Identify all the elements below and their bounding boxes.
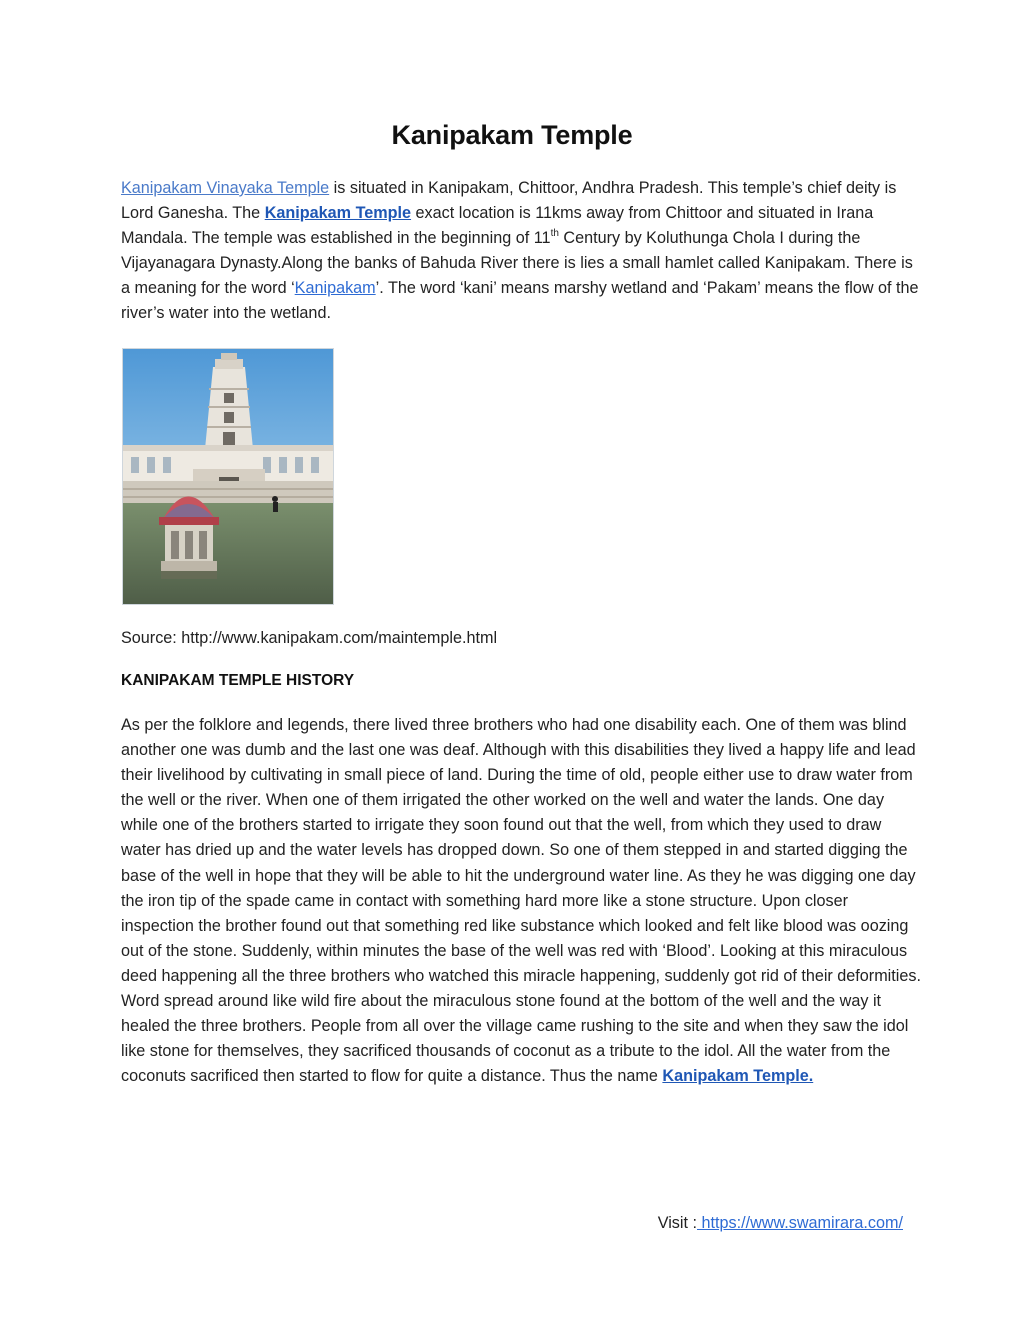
temple-photo	[122, 348, 334, 605]
intro-text-4: ’. The word ‘kani’ means marshy wetland and ‘Pakam’ means the flow of the river’s water into the wetland.	[121, 279, 919, 323]
history-paragraph	[121, 713, 921, 1089]
kanipakam-word-link[interactable]: Kanipakam	[294, 279, 376, 298]
kanipakam-temple-footer-link[interactable]: Kanipakam Temple.	[662, 1067, 814, 1086]
superscript-th: th	[550, 228, 559, 240]
kanipakam-temple-link[interactable]: Kanipakam Temple	[264, 204, 412, 223]
image-source-caption: Source: http://www.kanipakam.com/maintemple.html	[121, 629, 498, 647]
swamirara-link[interactable]: https://www.swamirara.com/	[697, 1214, 903, 1232]
intro-paragraph	[121, 176, 921, 327]
intro-text-1: is situated in Kanipakam, Chittoor, Andhra Pradesh. This temple’s chief deity is Lord Ganesha. The	[121, 179, 897, 223]
history-text: As per the folklore and legends, there lived three brothers who had one disability each. One of them was blind another one was dumb and the last one was deaf. Although with this disabilities they lived a happy life and lead their livelihood by cultivating in small piece of land. During the time of old, people either use to draw water from the well or the river. When one of them irrigated the other worked on the well and water the lands. One day while one of the brothers started to irrigate they soon found out that the well, from which they used to draw water has dried up and the water levels has dropped down. So one of them stepped in and started digging the base of the well in hope that they will be able to hit the underground water line. As they he was digging one day the iron tip of the spade came in contact with something hard more like a stone structure. Upon closer inspection the brother found out that something red like substance which looked and felt like blood was oozing out of the stone. Suddenly, within minutes the base of the well was red with ‘Blood’. Looking at this miraculous deed happening all the three brothers who watched this miracle happening, suddenly got rid of their deformities. Word spread around like wild fire about the miraculous stone found at the bottom of the well and the way it healed the three brothers. People from all over the village came rushing to the site and when they saw the idol like stone for themselves, they sacrificed thousands of coconut as a tribute to the idol. All the water from the coconuts sacrificed then started to flow for quite a distance. Thus the name	[121, 716, 921, 1086]
history-heading: KANIPAKAM TEMPLE HISTORY	[121, 672, 355, 689]
visit-label: Visit :	[657, 1214, 697, 1232]
visit-line	[658, 1214, 903, 1233]
intro-text-2: exact location is 11kms away from Chittoor and situated in Irana Mandala. The temple was established in the beginning of 11	[121, 204, 874, 248]
intro-text-3: Century by Koluthunga Chola I during the Vijayanagara Dynasty.Along the banks of Bahuda River there is lies a small hamlet called Kanipakam. There is a meaning for the word ‘	[121, 229, 913, 298]
temple-illustration	[123, 349, 334, 605]
kanipakam-vinayaka-temple-link[interactable]: Kanipakam Vinayaka Temple	[121, 179, 330, 197]
page-title: Kanipakam Temple	[391, 120, 633, 150]
